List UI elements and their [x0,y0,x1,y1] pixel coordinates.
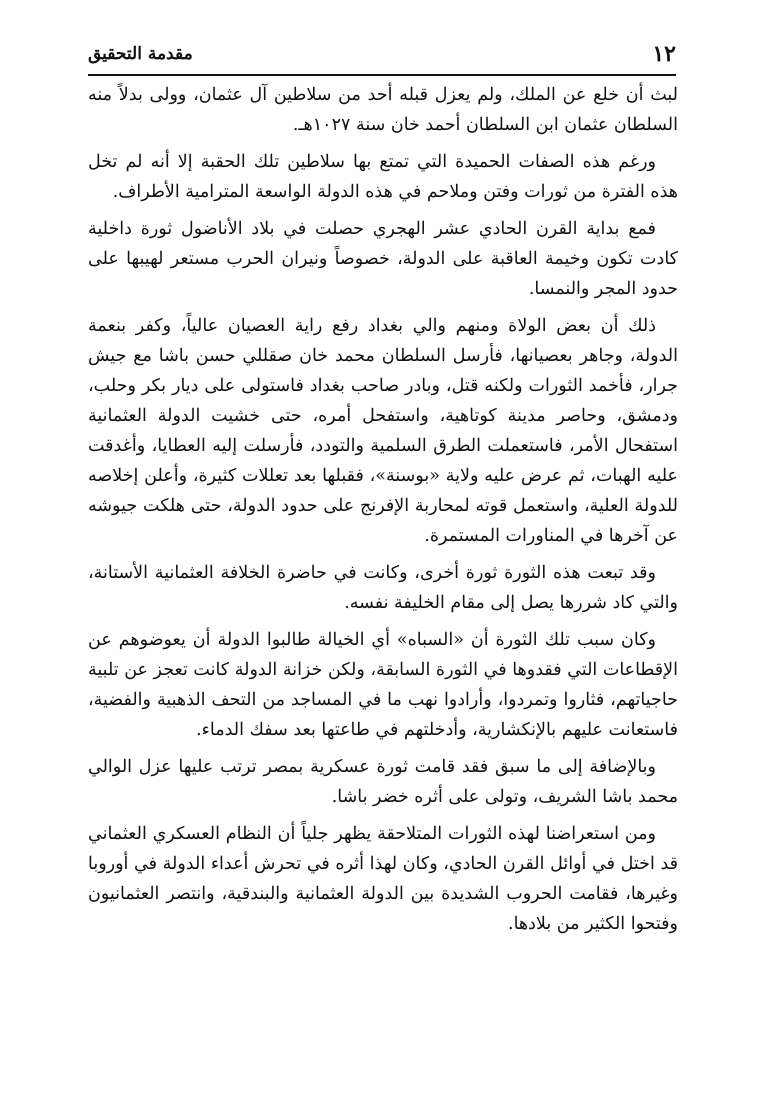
section-title: مقدمة التحقيق [88,44,193,64]
page-number: ١٢ [652,41,676,67]
paragraph: وقد تبعت هذه الثورة ثورة أخرى، وكانت في حاضرة الخلافة العثمانية الأستانة، والتي كاد شررها يصل إلى مقام الخليفة نفسه. [88,563,678,613]
body-text [88,80,678,946]
paragraph: وبالإضافة إلى ما سبق فقد قامت ثورة عسكرية بمصر ترتب عليها عزل الوالي محمد باشا الشريف، وتولى على أثره خضر باشا. [88,757,678,807]
paragraph: وكان سبب تلك الثورة أن «السباه» أي الخيالة طالبوا الدولة أن يعوضوهم عن الإقطاعات التي فقدوها في الثورة السابقة، ولكن خزانة الدولة كانت تعجز عن تلبية حاجياتهم، فثاروا وتمردوا، وأرادوا نهب ما في المساجد من التحف الذهبية والفضية، فاستعانت عليهم بالإنكشارية، وأدخلتهم في طاعتها بعد سفك الدماء. [88,630,678,740]
paragraph: ومن استعراضنا لهذه الثورات المتلاحقة يظهر جلياً أن النظام العسكري العثماني قد اختل في أوائل القرن الحادي، وكان لهذا أثره في تحرش أعداء الدولة في أوروبا وغيرها، فقامت الحروب الشديدة بين الدولة العثمانية والبندقية، وانتصر العثمانيون وفتحوا الكثير من بلادها. [88,824,678,934]
paragraph: فمع بداية القرن الحادي عشر الهجري حصلت في بلاد الأناضول ثورة داخلية كادت تكون وخيمة العاقبة على الدولة، خصوصاً ونيران الحرب مستعر لهيبها على حدود المجر والنمسا. [88,219,678,299]
paragraph: ذلك أن بعض الولاة ومنهم والي بغداد رفع راية العصيان عالياً، وكفر بنعمة الدولة، وجاهر بعصيانها، فأرسل السلطان محمد خان صقللي حسن باشا مع جيش جرار، فأخمد الثورات ولكنه قتل، وبادر صاحب بغداد فاستولى على ديار بكر وحلب، ودمشق، وحاصر مدينة كوتاهية، واستفحل أمره، حتى خشيت الدولة العثمانية استفحال الأمر، فاستعملت الطرق السلمية والتودد، فأرسلت إليه العطايا، وأغدقت عليه الهبات، ثم عرض عليه ولاية «بوسنة»، فقبلها بعد تعللات كثيرة، وأعلن إخلاصه للدولة العلية، واستعمل قوته لمحاربة الإفرنج على حدود الدولة، حتى هلكت جيوشه عن آخرها في المناورات المستمرة. [88,316,678,546]
paragraph: لبث أن خلع عن الملك، ولم يعزل قبله أحد من سلاطين آل عثمان، وولى بدلاً منه السلطان عثمان ابن السلطان أحمد خان سنة ١٠٢٧هـ. [88,85,678,135]
paragraph: ورغم هذه الصفات الحميدة التي تمتع بها سلاطين تلك الحقبة إلا أنه لم تخل هذه الفترة من ثورات وفتن وملاحم في هذه الدولة الواسعة المترامية الأطراف. [88,152,678,202]
running-header [88,34,676,76]
